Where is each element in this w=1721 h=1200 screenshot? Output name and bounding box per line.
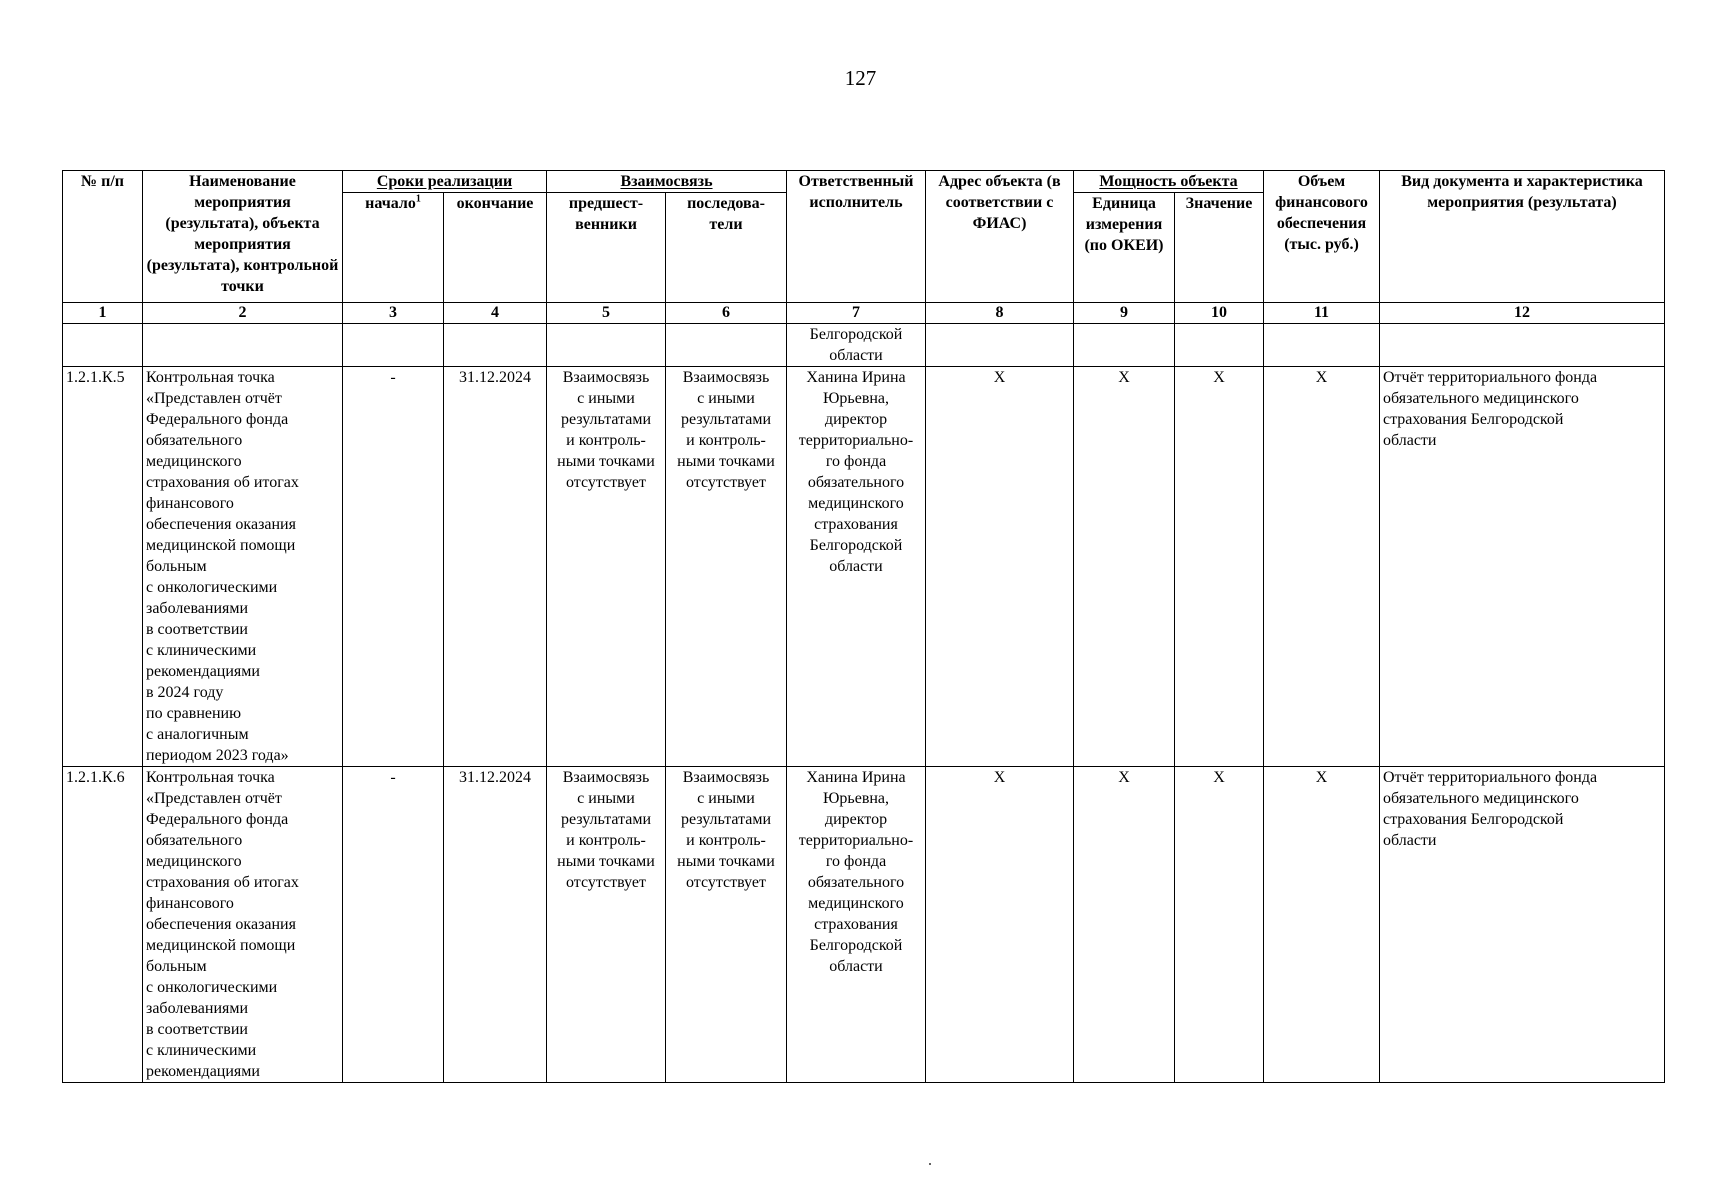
header-doc: Вид документа и характеристика мероприятия (результата) — [1380, 171, 1665, 303]
header-name: Наименование мероприятия (результата), объекта мероприятия (результата), контрольной точки — [143, 171, 343, 303]
column-number-row — [63, 303, 1665, 324]
row-finance: X — [1264, 767, 1380, 1083]
column-number: 8 — [926, 303, 1074, 324]
row-address: X — [926, 367, 1074, 767]
header-end: окончание — [444, 193, 547, 303]
row-num: 1.2.1.К.5 — [63, 367, 143, 767]
row-end: 31.12.2024 — [444, 367, 547, 767]
row-successors: Взаимосвязь с иными результатами и контроль- ными точками отсутствует — [666, 367, 787, 767]
row-responsible: Ханина Ирина Юрьевна, директор территориально- го фонда обязательного медицинского страхования Белгородской области — [787, 767, 926, 1083]
header-responsible: Ответственный исполнитель — [787, 171, 926, 303]
row-num: 1.2.1.К.6 — [63, 767, 143, 1083]
column-number: 10 — [1175, 303, 1264, 324]
header-start: начало$^1$ — [343, 193, 444, 303]
implementation-plan-table — [62, 170, 1665, 1083]
row-name: Контрольная точка «Представлен отчёт Федерального фонда обязательного медицинского страхования об итогах финансового обеспечения оказания медицинской помощи больным с онкологическими заболеваниями в соответствии с клиническими рекомендациями в 2024 году по сравнению с аналогичным периодом 2023 года» — [143, 367, 343, 767]
row-unit: X — [1074, 767, 1175, 1083]
row-successors: Взаимосвязь с иными результатами и контроль- ными точками отсутствует — [666, 767, 787, 1083]
column-number: 7 — [787, 303, 926, 324]
row-name: Контрольная точка «Представлен отчёт Федерального фонда обязательного медицинского страхования об итогах финансового обеспечения оказания медицинской помощи больным с онкологическими заболеваниями в соответствии с клиническими рекомендациями — [143, 767, 343, 1083]
column-number: 1 — [63, 303, 143, 324]
column-number: 4 — [444, 303, 547, 324]
row-value: X — [1175, 767, 1264, 1083]
row-predecessors: Взаимосвязь с иными результатами и контроль- ными точками отсутствует — [547, 367, 666, 767]
row-doc: Отчёт территориального фонда обязательного медицинского страхования Белгородской области — [1380, 767, 1665, 1083]
header-predecessors: предшест- венники — [547, 193, 666, 303]
row-unit: X — [1074, 367, 1175, 767]
scan-dot — [929, 1163, 931, 1165]
start-footnote-mark: 1 — [415, 193, 421, 205]
row-doc: Отчёт территориального фонда обязательного медицинского страхования Белгородской области — [1380, 367, 1665, 767]
header-relation-group: Взаимосвязь — [547, 171, 787, 193]
row-end: 31.12.2024 — [444, 767, 547, 1083]
row-start: - — [343, 767, 444, 1083]
header-address: Адрес объекта (в соответствии с ФИАС) — [926, 171, 1074, 303]
page-number: 127 — [844, 66, 877, 90]
column-number: 6 — [666, 303, 787, 324]
table-row — [63, 367, 1665, 767]
column-number: 12 — [1380, 303, 1665, 324]
column-number: 11 — [1264, 303, 1380, 324]
row-predecessors: Взаимосвязь с иными результатами и контроль- ными точками отсутствует — [547, 767, 666, 1083]
header-num: № п/п — [63, 171, 143, 303]
column-number: 9 — [1074, 303, 1175, 324]
row-start: - — [343, 367, 444, 767]
header-value: Значение — [1175, 193, 1264, 303]
carry-over-row — [63, 324, 1665, 367]
table-row — [63, 767, 1665, 1083]
row-address: X — [926, 767, 1074, 1083]
column-number: 2 — [143, 303, 343, 324]
row-responsible: Ханина Ирина Юрьевна, директор территориально- го фонда обязательного медицинского страхования Белгородской области — [787, 367, 926, 767]
header-finance: Объем финансового обеспечения (тыс. руб.) — [1264, 171, 1380, 303]
header-successors: последова- тели — [666, 193, 787, 303]
row-value: X — [1175, 367, 1264, 767]
column-number: 3 — [343, 303, 444, 324]
carry-responsible: Белгородской области — [787, 324, 926, 367]
header-terms-group: Сроки реализации — [343, 171, 547, 193]
column-number: 5 — [547, 303, 666, 324]
header-unit: Единица измерения (по ОКЕИ) — [1074, 193, 1175, 303]
header-capacity-group: Мощность объекта — [1074, 171, 1264, 193]
row-finance: X — [1264, 367, 1380, 767]
